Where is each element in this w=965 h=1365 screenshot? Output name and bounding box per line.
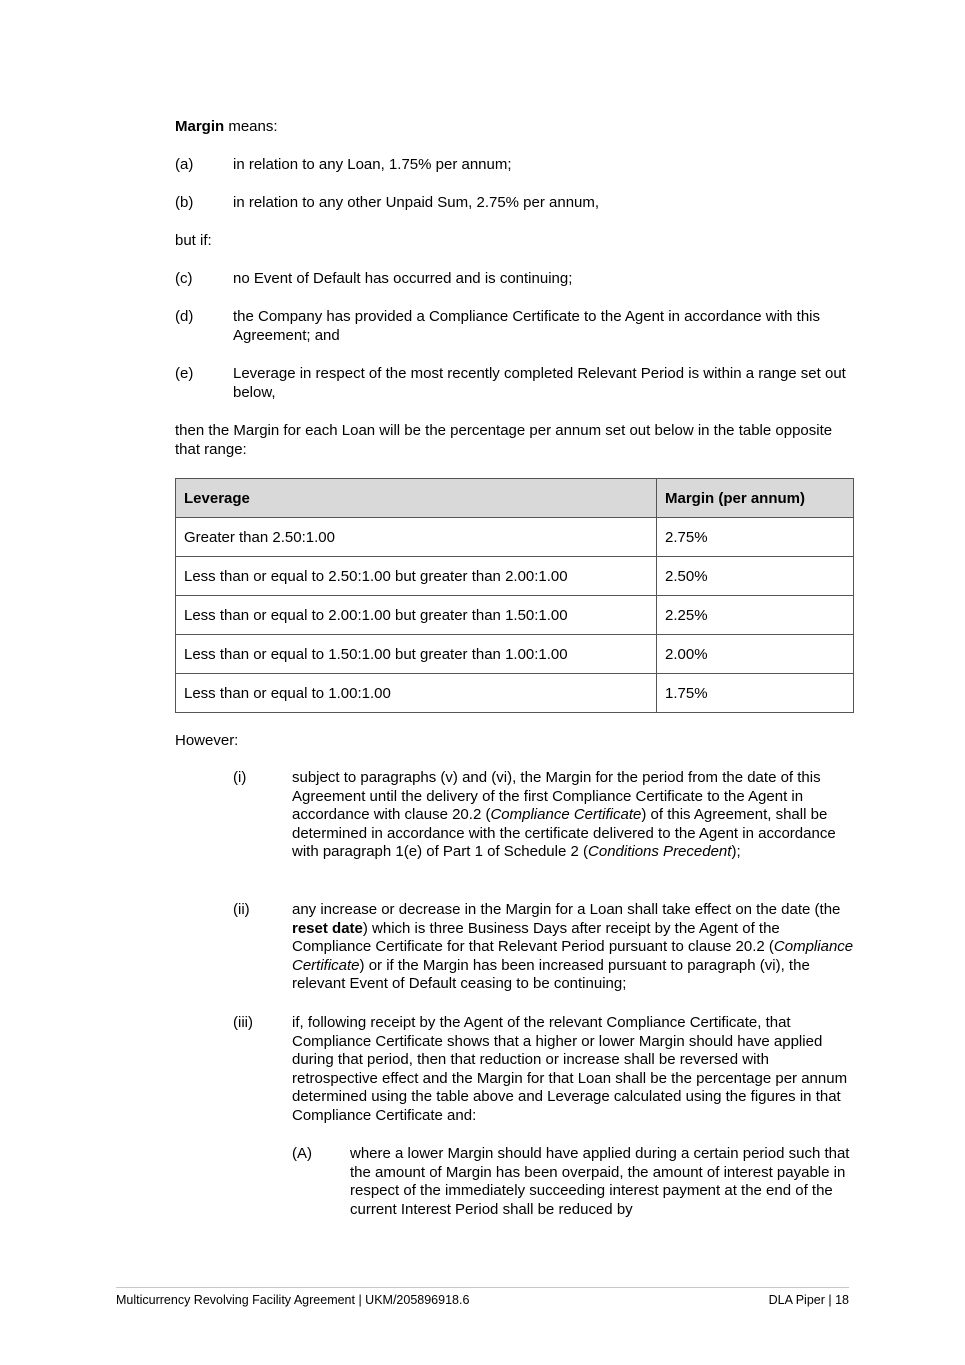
reset-date-term: reset date — [292, 919, 363, 937]
margin-cell: 2.00% — [657, 635, 854, 674]
margin-definition — [175, 118, 278, 137]
footer-left: Multicurrency Revolving Facility Agreement | UKM/205896918.6 — [116, 1293, 470, 1307]
item-i-label: (i) — [233, 769, 247, 786]
item-i-text-1: subject to paragraphs (v) and (vi), the Margin for the period from the date of this Agreement until the delivery of the first Compliance Certificate to the Agent in accordance with clause 20.2 ( — [292, 769, 821, 823]
item-d-text: the Company has provided a Compliance Certificate to the Agent in accordance with this Agreement; and — [233, 308, 820, 344]
item-e-label: (e) — [175, 365, 194, 382]
item-d-label: (d) — [175, 308, 194, 325]
footer-divider — [116, 1287, 849, 1288]
item-ii-italic-1: Compliance Certificate — [292, 938, 854, 974]
item-b-text: in relation to any other Unpaid Sum, 2.75% per annum, — [233, 194, 600, 211]
item-iii-label: (iii) — [233, 1014, 253, 1031]
leverage-cell: Less than or equal to 2.50:1.00 but greater than 2.00:1.00 — [176, 557, 657, 596]
item-b-label: (b) — [175, 194, 194, 211]
but-if-text: but if: — [175, 232, 212, 249]
leverage-cell: Greater than 2.50:1.00 — [176, 518, 657, 557]
item-iii-text: if, following receipt by the Agent of the relevant Compliance Certificate, that Compliance Certificate shows that a higher or lower Margin should have applied during that period, then that reduction or increase shall be reversed with retrospective effect and the Margin for that Loan shall be the percentage per annum determined using the table above and Leverage calculated using the figures in that Compliance Certificate and: — [292, 1014, 848, 1124]
table-header-row — [176, 479, 854, 518]
item-e-text: Leverage in respect of the most recently completed Relevant Period is within a range set out below, — [233, 365, 846, 401]
item-a-label: (a) — [175, 156, 194, 173]
margin-term: Margin — [175, 118, 225, 135]
item-i-italic-1: Compliance Certificate — [490, 806, 642, 823]
item-ii-label: (ii) — [233, 901, 250, 918]
table-row — [176, 557, 854, 596]
item-A-text: where a lower Margin should have applied during a certain period such that the amount of Margin has been overpaid, the amount of interest payable in respect of the immediately succeeding interest payment at the end of the current Interest Period shall be reduced by — [350, 1145, 850, 1218]
item-ii-text-3: ) or if the Margin has been increased pursuant to paragraph (vi), the relevant Event of Default ceasing to be continuing; — [292, 956, 810, 992]
header-leverage: Leverage — [176, 479, 657, 518]
header-margin: Margin (per annum) — [657, 479, 854, 518]
item-i-italic-2: Conditions Precedent — [588, 843, 732, 860]
margin-cell: 2.50% — [657, 557, 854, 596]
margin-cell: 2.25% — [657, 596, 854, 635]
leverage-table — [175, 478, 854, 713]
table-row — [176, 596, 854, 635]
item-A-label: (A) — [292, 1145, 312, 1162]
table-row — [176, 518, 854, 557]
table-row — [176, 674, 854, 713]
item-ii-text-1: any increase or decrease in the Margin for a Loan shall take effect on the date (the — [292, 901, 841, 918]
item-a-text: in relation to any Loan, 1.75% per annum; — [233, 156, 512, 173]
footer-right: DLA Piper | 18 — [768, 1293, 849, 1307]
then-text: then the Margin for each Loan will be the percentage per annum set out below in the table opposite that range: — [175, 422, 833, 458]
leverage-cell: Less than or equal to 1.00:1.00 — [176, 674, 657, 713]
item-i-text-3: ); — [731, 843, 741, 860]
item-ii-text — [292, 901, 854, 994]
item-ii-text-2: ) which is three Business Days after receipt by the Agent of the Compliance Certificate for that Relevant Period pursuant to clause 20.2 ( — [292, 919, 780, 955]
margin-cell: 2.75% — [657, 518, 854, 557]
item-i-text — [292, 769, 852, 862]
item-c-label: (c) — [175, 270, 193, 287]
however-text: However: — [175, 732, 239, 749]
margin-means-text: means: — [224, 118, 278, 135]
margin-cell: 1.75% — [657, 674, 854, 713]
leverage-cell: Less than or equal to 2.00:1.00 but greater than 1.50:1.00 — [176, 596, 657, 635]
leverage-cell: Less than or equal to 1.50:1.00 but greater than 1.00:1.00 — [176, 635, 657, 674]
item-i-text-2: ) of this Agreement, shall be determined in accordance with the certificate delivered to the Agent in accordance with paragraph 1(e) of Part 1 of Schedule 2 ( — [292, 806, 836, 860]
item-c-text: no Event of Default has occurred and is continuing; — [233, 270, 573, 287]
table-row — [176, 635, 854, 674]
